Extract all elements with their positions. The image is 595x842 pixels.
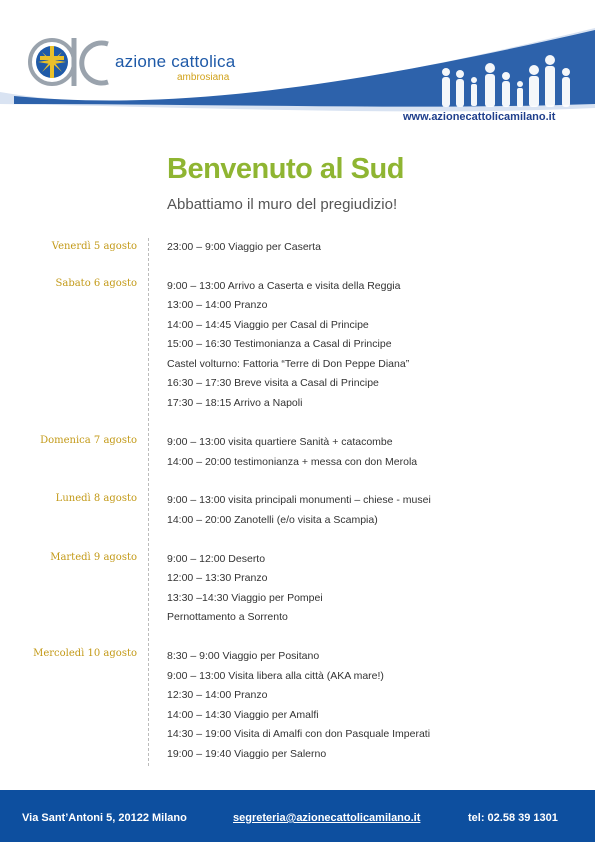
- schedule-day: Mercoledì 10 agosto: [33, 648, 137, 659]
- schedule-item: 17:30 – 18:15 Arrivo a Napoli: [167, 397, 303, 409]
- people-silhouettes-graphic: [438, 50, 578, 110]
- schedule-item: Pernottamento a Sorrento: [167, 611, 288, 623]
- schedule-day: Sabato 6 agosto: [55, 278, 137, 289]
- schedule-day: Martedì 9 agosto: [50, 552, 137, 563]
- schedule-item: 12:30 – 14:00 Pranzo: [167, 689, 268, 701]
- page-footer: [0, 790, 595, 842]
- brand-subtitle: ambrosiana: [177, 72, 230, 83]
- page-title: Benvenuto al Sud: [167, 153, 404, 185]
- schedule-item: 9:00 – 12:00 Deserto: [167, 553, 266, 565]
- schedule-item: 14:30 – 19:00 Visita di Amalfi con don Pasquale Imperati: [167, 728, 431, 740]
- schedule-item: 16:30 – 17:30 Breve visita a Casal di Principe: [167, 377, 379, 389]
- schedule-item: 23:00 – 9:00 Viaggio per Caserta: [167, 241, 321, 253]
- schedule-day: Venerdì 5 agosto: [51, 241, 137, 252]
- schedule-item: 14:00 – 14:30 Viaggio per Amalfi: [167, 709, 319, 721]
- schedule-item: 13:30 –14:30 Viaggio per Pompei: [167, 592, 323, 604]
- schedule-item: 15:00 – 16:30 Testimonianza a Casal di Principe: [167, 338, 392, 350]
- page-subtitle: Abbattiamo il muro del pregiudizio!: [167, 196, 398, 213]
- footer-email-link[interactable]: segreteria@azionecattolicamilano.it: [233, 812, 421, 824]
- schedule-item: 8:30 – 9:00 Viaggio per Positano: [167, 650, 320, 662]
- azione-cattolica-logo: [28, 26, 112, 98]
- schedule-item: 14:00 – 20:00 testimonianza + messa con don Merola: [167, 456, 418, 468]
- schedule-item: 13:00 – 14:00 Pranzo: [167, 299, 268, 311]
- schedule-day: Lunedì 8 agosto: [55, 493, 137, 504]
- schedule-item: 9:00 – 13:00 visita quartiere Sanità + catacombe: [167, 436, 393, 448]
- schedule-item: 12:00 – 13:30 Pranzo: [167, 572, 268, 584]
- schedule-item: Castel volturno: Fattoria “Terre di Don Peppe Diana”: [167, 358, 410, 370]
- schedule-item: 14:00 – 20:00 Zanotelli (e/o visita a Scampia): [167, 514, 378, 526]
- schedule-day: Domenica 7 agosto: [40, 435, 137, 446]
- footer-address: Via Sant’Antoni 5, 20122 Milano: [22, 812, 187, 824]
- schedule-divider: [148, 238, 149, 766]
- schedule-item: 9:00 – 13:00 Visita libera alla città (AKA mare!): [167, 670, 384, 682]
- website-url[interactable]: www.azionecattolicamilano.it: [403, 111, 556, 123]
- schedule-item: 9:00 – 13:00 visita principali monumenti – chiese - musei: [167, 494, 431, 506]
- footer-phone: tel: 02.58 39 1301: [468, 812, 558, 824]
- brand-name: azione cattolica: [115, 52, 236, 71]
- schedule-item: 9:00 – 13:00 Arrivo a Caserta e visita della Reggia: [167, 280, 401, 292]
- schedule-item: 19:00 – 19:40 Viaggio per Salerno: [167, 748, 327, 760]
- page-header: [0, 0, 595, 128]
- schedule-item: 14:00 – 14:45 Viaggio per Casal di Principe: [167, 319, 369, 331]
